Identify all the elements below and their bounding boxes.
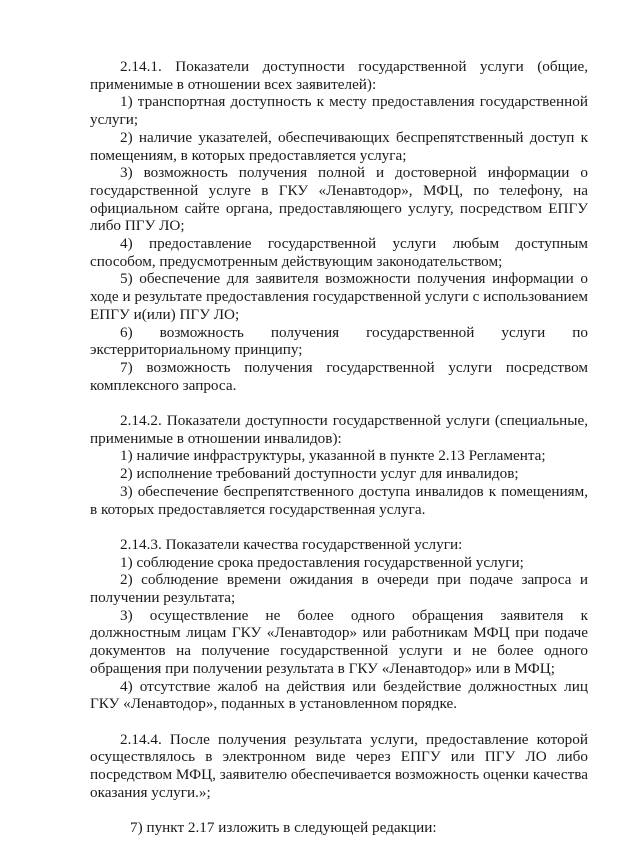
section-2-14-3-heading: 2.14.3. Показатели качества государственной услуги:	[120, 535, 463, 553]
paragraph-gap	[90, 518, 588, 536]
list-item: 5) обеспечение для заявителя возможности получения информации о ходе и результате предоставления государственной услуги с использованием ЕПГУ и(или) ПГУ ЛО;	[90, 270, 588, 323]
paragraph-gap	[90, 801, 588, 819]
list-item: 2) исполнение требований доступности услуг для инвалидов;	[120, 465, 519, 483]
list-item: 6) возможность получения государственной услуги по экстерриториальному принципу;	[90, 323, 588, 359]
section-2-14-1-heading: 2.14.1. Показатели доступности государственной услуги (общие, применимые в отношении всех заявителей):	[90, 58, 588, 93]
amendment-point-7: 7) пункт 2.17 изложить в следующей редакции:	[130, 819, 437, 837]
list-item: 4) отсутствие жалоб на действия или бездействие должностных лиц ГКУ «Ленавтодор», поданных в установленном порядке.	[90, 677, 588, 713]
list-item: 2) соблюдение времени ожидания в очереди при подаче запроса и получении результата;	[90, 571, 588, 607]
list-item: 7) возможность получения государственной услуги посредством комплексного запроса.	[90, 358, 588, 394]
paragraph-gap	[90, 713, 588, 731]
list-item: 1) транспортная доступность к месту предоставления государственной услуги;	[90, 93, 588, 129]
list-item: 1) соблюдение срока предоставления государственной услуги;	[120, 553, 524, 571]
list-item: 3) осуществление не более одного обращения заявителя к должностным лицам ГКУ «Ленавтодор» или работникам МФЦ при подаче документов на получение государственной услуги и не более одного обращения при получении результата в ГКУ «Ленавтодор» или в МФЦ;	[90, 606, 588, 677]
list-item: 1) наличие инфраструктуры, указанной в пункте 2.13 Регламента;	[120, 447, 546, 465]
section-2-14-2-heading: 2.14.2. Показатели доступности государственной услуги (специальные, применимые в отношении инвалидов):	[90, 412, 588, 447]
list-item: 4) предоставление государственной услуги любым доступным способом, предусмотренным действующим законодательством;	[90, 235, 588, 270]
paragraph-gap	[90, 394, 588, 412]
list-item: 3) возможность получения полной и достоверной информации о государственной услуге в ГКУ «Ленавтодор», МФЦ, по телефону, на официальном сайте органа, предоставляющего услугу, посредством ЕПГУ либо ПГУ ЛО;	[90, 164, 588, 235]
section-2-14-4-paragraph: 2.14.4. После получения результата услуги, предоставление которой осуществлялось в электронном виде через ЕПГУ или ПГУ ЛО либо посредством МФЦ, заявителю обеспечивается возможность оценки качества оказания услуги.»;	[90, 730, 588, 801]
document-page	[90, 58, 588, 837]
list-item: 2) наличие указателей, обеспечивающих беспрепятственный доступ к помещениям, в которых предоставляется услуга;	[90, 128, 588, 164]
list-item: 3) обеспечение беспрепятственного доступа инвалидов к помещениям, в которых предоставляется государственная услуга.	[90, 482, 588, 518]
